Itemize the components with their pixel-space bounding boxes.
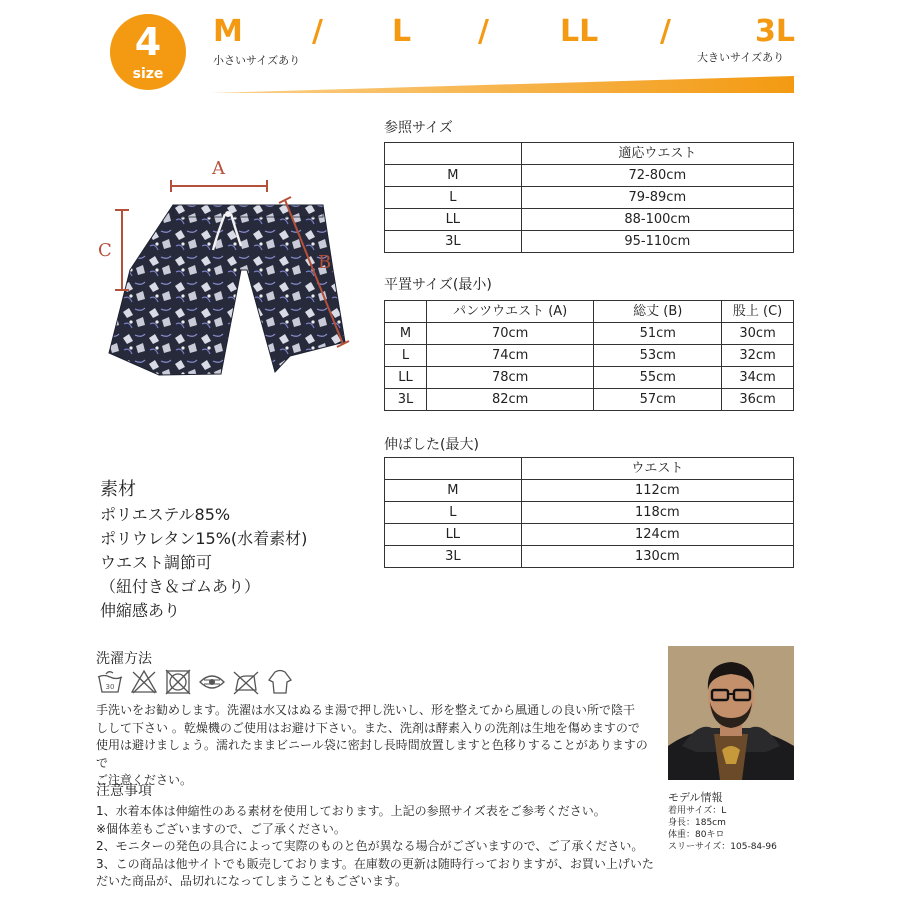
- washing-line: ご注意ください。: [96, 773, 193, 787]
- washing-text: [96, 702, 656, 790]
- size-m: M: [213, 14, 243, 49]
- care-icons: [96, 668, 296, 696]
- value-cell: 112cm: [521, 480, 793, 502]
- laundry-net-icon: [200, 676, 224, 688]
- value-cell: 82cm: [426, 389, 594, 411]
- table-row: [385, 389, 794, 411]
- value-cell: 36cm: [722, 389, 794, 411]
- value-cell: 78cm: [426, 367, 594, 389]
- value-cell: 51cm: [594, 323, 722, 345]
- material-line: （紐付き＆ゴムあり）: [100, 577, 261, 596]
- table-row: [385, 323, 794, 345]
- reference-size-table: [384, 142, 794, 253]
- table-row: [385, 165, 794, 187]
- table-header-row: [385, 458, 794, 480]
- notes-line: 1、水着本体は伸縮性のある素材を使用しております。上記の参照サイズ表をご参考ください。: [96, 804, 606, 818]
- model-info-title: モデル情報: [668, 791, 723, 804]
- model-photo: [668, 646, 794, 780]
- header-cell: ウエスト: [521, 458, 793, 480]
- size-separator: /: [660, 14, 671, 49]
- table-row: [385, 367, 794, 389]
- reference-table-title: 参照サイズ: [384, 120, 453, 136]
- header-cell: [385, 301, 427, 323]
- table-header-row: [385, 143, 794, 165]
- size-cell: L: [385, 345, 427, 367]
- value-cell: 79-89cm: [521, 187, 793, 209]
- value-cell: 130cm: [521, 546, 793, 568]
- size-count-word: size: [132, 66, 164, 82]
- size-cell: LL: [385, 524, 522, 546]
- material-line: ポリエステル85%: [100, 505, 231, 524]
- size-cell: M: [385, 165, 522, 187]
- size-cell: L: [385, 502, 522, 524]
- washing-line: しして下さい 。乾燥機のご使用はお避け下さい。また、洗剤は酵素入りの洗剤は生地を傷めますので: [96, 720, 640, 735]
- header-cell: パンツウエスト (A): [426, 301, 594, 323]
- hang-dry-icon: [269, 671, 291, 694]
- material-section: [100, 477, 307, 623]
- value-cell: 30cm: [722, 323, 794, 345]
- size-3l: 3L: [755, 14, 795, 49]
- value-cell: 55cm: [594, 367, 722, 389]
- no-iron-icon: [234, 672, 258, 694]
- model-info-line: 体重：80キロ: [668, 830, 725, 840]
- model-info-line: 身長：185cm: [668, 818, 726, 828]
- hand-wash-icon: [98, 672, 122, 692]
- value-cell: 118cm: [521, 502, 793, 524]
- measure-label-c: C: [98, 240, 112, 261]
- size-count-number: 4: [134, 20, 162, 64]
- size-separator: /: [478, 14, 489, 49]
- size-separator: /: [312, 14, 323, 49]
- value-cell: 70cm: [426, 323, 594, 345]
- header-cell: [385, 458, 522, 480]
- size-cell: M: [385, 480, 522, 502]
- measure-line-b: [285, 200, 343, 344]
- no-tumble-dry-icon: [166, 670, 190, 694]
- table-row: [385, 480, 794, 502]
- notes-text: [96, 803, 656, 891]
- washing-line: 使用は避けましょう。濡れたままビニール袋に密封し長時間放置しますと色移りすることがありますので: [96, 738, 648, 770]
- header-cell: 総丈 (B): [594, 301, 722, 323]
- size-cell: M: [385, 323, 427, 345]
- size-cell: 3L: [385, 231, 522, 253]
- accent-stripe: [210, 72, 794, 94]
- table-header-row: [385, 301, 794, 323]
- size-cell: LL: [385, 367, 427, 389]
- size-l: L: [392, 14, 412, 49]
- material-line: ウエスト調節可: [100, 553, 213, 572]
- value-cell: 57cm: [594, 389, 722, 411]
- table-row: [385, 345, 794, 367]
- value-cell: 88-100cm: [521, 209, 793, 231]
- model-info-line: スリーサイズ：105-84-96: [668, 842, 777, 852]
- table-row: [385, 524, 794, 546]
- measure-label-b: B: [318, 252, 332, 273]
- table-row: [385, 546, 794, 568]
- washing-title: 洗濯方法: [96, 651, 152, 667]
- flat-table-title: 平置サイズ(最小): [384, 277, 492, 293]
- size-cell: L: [385, 187, 522, 209]
- size-cell: 3L: [385, 546, 522, 568]
- material-title: 素材: [100, 479, 136, 500]
- stretch-table-title: 伸ばした(最大): [384, 437, 479, 453]
- size-cell: LL: [385, 209, 522, 231]
- value-cell: 72-80cm: [521, 165, 793, 187]
- notes-line: 2、モニターの発色の具合によって実際のものと色が異なる場合がございますので、ご了承ください。: [96, 839, 644, 853]
- model-info: [668, 805, 777, 853]
- table-row: [385, 502, 794, 524]
- stretch-size-table: [384, 457, 794, 568]
- notes-line: 3、この商品は他サイトでも販売しております。在庫数の更新は随時行っておりますが、お買い上げいた: [96, 856, 654, 871]
- no-bleach-icon: [132, 671, 156, 693]
- notes-line: ※個体差もございますので、ご了承ください。: [96, 821, 346, 836]
- small-size-note: 小さいサイズあり: [213, 54, 301, 67]
- size-ll: LL: [560, 14, 599, 49]
- large-size-note: 大きいサイズあり: [697, 51, 785, 64]
- value-cell: 34cm: [722, 367, 794, 389]
- value-cell: 124cm: [521, 524, 793, 546]
- value-cell: 74cm: [426, 345, 594, 367]
- header-cell: 適応ウエスト: [521, 143, 793, 165]
- value-cell: 53cm: [594, 345, 722, 367]
- material-line: 伸縮感あり: [100, 601, 181, 620]
- table-row: [385, 209, 794, 231]
- value-cell: 32cm: [722, 345, 794, 367]
- model-info-line: 着用サイズ：L: [668, 806, 727, 816]
- header-cell: 股上 (C): [722, 301, 794, 323]
- measurement-guides: [95, 150, 355, 385]
- measure-label-a: A: [212, 158, 225, 179]
- notes-title: 注意事項: [96, 783, 152, 799]
- table-row: [385, 231, 794, 253]
- size-cell: 3L: [385, 389, 427, 411]
- header-cell: [385, 143, 522, 165]
- size-count-badge: [110, 14, 186, 90]
- value-cell: 95-110cm: [521, 231, 793, 253]
- flat-size-table: [384, 300, 794, 411]
- table-row: [385, 187, 794, 209]
- notes-line: だいた商品が、品切れになってしまうこともございます。: [96, 874, 408, 888]
- wash-temp-label: 30: [105, 683, 115, 691]
- washing-line: 手洗いをお勧めします。洗濯は水又はぬるま湯で押し洗いし、形を整えてから風通しの良い所で陰干: [96, 703, 636, 717]
- material-line: ポリウレタン15%(水着素材): [100, 529, 308, 548]
